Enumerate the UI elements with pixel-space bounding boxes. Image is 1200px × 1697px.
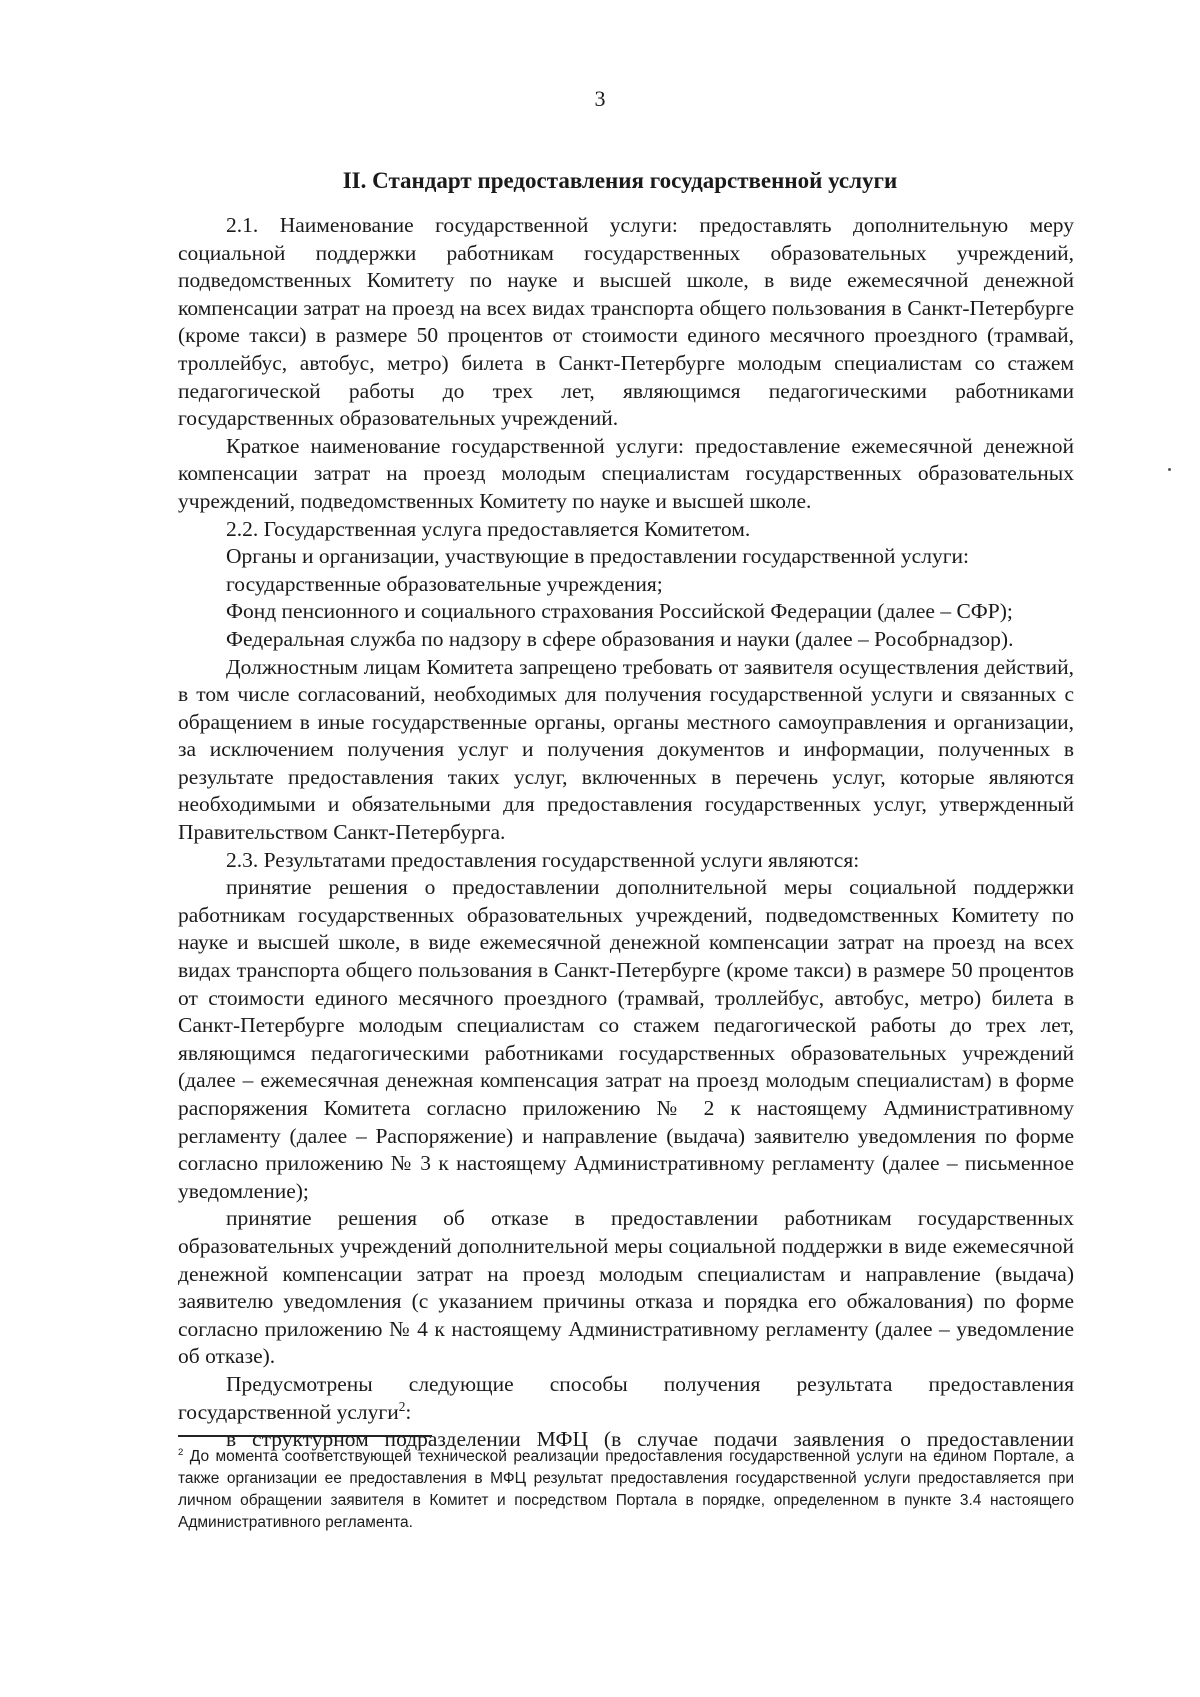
paragraph-2-3: 2.3. Результатами предоставления государственной услуги являются: (226, 847, 860, 872)
paragraph-result-refusal: принятие решения об отказе в предоставлении работникам государственных образовательных учреждений дополнительной меры социальной поддержки в виде ежемесячной денежной компенсации затрат на проезд молодым специалистам и направление (выдача) заявителю уведомления (с указанием причины отказа и порядка его обжалования) по форме согласно приложению № 4 к настоящему Административному регламенту (далее – уведомление об отказе). (178, 1206, 1074, 1369)
section-heading: II. Стандарт предоставления государственной услуги (342, 168, 898, 193)
paragraph-2-2: 2.2. Государственная услуга предоставляется Комитетом. (226, 516, 751, 541)
paragraph-participants: Органы и организации, участвующие в предоставлении государственной услуги: (226, 544, 969, 569)
footnote-reference: 2 (398, 1398, 406, 1414)
methods-tail: : (405, 1399, 412, 1424)
footnote (178, 1446, 1074, 1534)
paragraph-short-name: Краткое наименование государственной услуги: предоставление ежемесячной денежной компенсации затрат на проезд молодым специалистам государственных образовательных учреждений, подведомственных Комитету по науке и высшей школе. (178, 433, 1074, 513)
paragraph-participant-schools: государственные образовательные учреждения; (226, 571, 663, 596)
methods-text: Предусмотрены следующие способы получения результата предоставления государственной услуги (178, 1371, 1074, 1424)
paragraph-prohibition: Должностным лицам Комитета запрещено требовать от заявителя осуществления действий, в том числе согласований, необходимых для получения государственной услуги и связанных с обращением в иные государственные органы, органы местного самоуправления и организации, за исключением получения услуг и получения документов и информации, полученных в результате предоставления таких услуг, включенных в перечень услуг, которые являются необходимыми и обязательными для предоставления государственных услуг, утвержденный Правительством Санкт-Петербурга. (178, 654, 1074, 845)
page-number: 3 (594, 86, 606, 111)
footnote-mark: 2 (178, 1446, 184, 1458)
paragraph-methods (178, 1371, 1074, 1426)
paragraph-participant-sfr: Фонд пенсионного и социального страхования Российской Федерации (далее – СФР); (226, 599, 1013, 624)
scan-speck (1168, 468, 1171, 471)
paragraph-2-1: 2.1. Наименование государственной услуги: предоставлять дополнительную меру социальной поддержки работникам государственных образовательных учреждений, подведомственных Комитету по науке и высшей школе, в виде ежемесячной денежной компенсации затрат на проезд на всех видах транспорта общего пользования в Санкт-Петербурге (кроме такси) в размере 50 процентов от стоимости единого месячного проездного (трамвай, троллейбус, автобус, метро) билета в Санкт-Петербурге молодым специалистам со стажем педагогической работы до трех лет, являющимся педагогическими работниками государственных образовательных учреждений. (178, 213, 1074, 431)
paragraph-result-approval: принятие решения о предоставлении дополнительной меры социальной поддержки работникам государственных образовательных учреждений, подведомственных Комитету по науке и высшей школе, в виде ежемесячной денежной компенсации затрат на проезд на всех видах транспорта общего пользования в Санкт-Петербурге (кроме такси) в размере 50 процентов от стоимости единого месячного проездного (трамвай, троллейбус, автобус, метро) билета в Санкт-Петербурге молодым специалистам со стажем педагогической работы до трех лет, являющимся педагогическими работниками государственных образовательных учреждений (далее – ежемесячная денежная компенсация затрат на проезд молодым специалистам) в форме распоряжения Комитета согласно приложению № 2 к настоящему Административному регламенту (далее – Распоряжение) и направление (выдача) заявителю уведомления по форме согласно приложению № 3 к настоящему Административному регламенту (далее – письменное уведомление); (178, 875, 1074, 1203)
footnote-text: До момента соответствующей технической реализации предоставления государственной услуги на едином Портале, а также организации ее предоставления в МФЦ результат предоставления государственной услуги предоставляется при личном обращении заявителя в Комитет и посредством Портала в порядке, определенном в пункте 3.4 настоящего Административного регламента. (178, 1448, 1074, 1531)
document-body (178, 212, 1074, 1454)
paragraph-mfc: в структурном подразделении МФЦ (в случае подачи заявления о предоставлении (226, 1427, 1074, 1452)
paragraph-participant-rosobrnadzor: Федеральная служба по надзору в сфере образования и науки (далее – Рособрнадзор). (226, 626, 1014, 651)
footnote-divider (178, 1435, 432, 1437)
